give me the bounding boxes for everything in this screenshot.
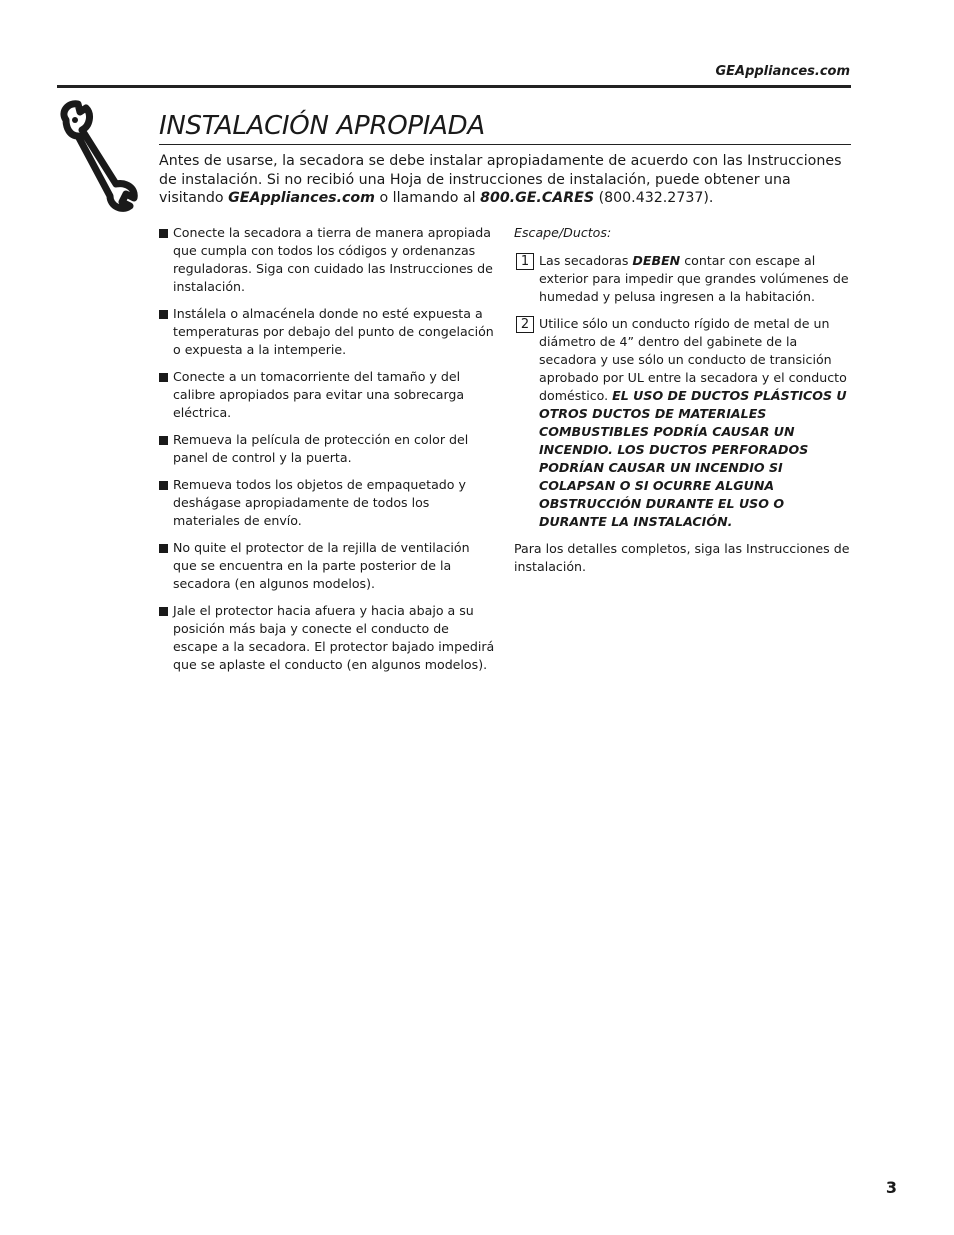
square-bullet-icon <box>159 373 168 382</box>
square-bullet-icon <box>159 229 168 238</box>
list-item: Instálela o almacénela donde no esté expuesta a temperaturas por debajo del punto de congelación o expuesta a la intemperie. <box>159 305 495 359</box>
list-item: Conecte la secadora a tierra de manera apropiada que cumpla con todos los códigos y ordenanzas reguladoras. Siga con cuidado las Instrucciones de instalación. <box>159 224 495 296</box>
closing-note: Para los detalles completos, siga las Instrucciones de instalación. <box>514 541 850 574</box>
square-bullet-icon <box>159 310 168 319</box>
exhaust-step-2: 2 Utilice sólo un conducto rígido de metal de un diámetro de 4” dentro del gabinete de la secadora y use sólo un conducto de transición aprobado por UL entre la secadora y el conducto doméstico. EL USO DE DUCTOS PLÁSTICOS U OTROS DUCTOS DE MATERIALES COMBUSTIBLES PODRÍA CAUSAR UN INCENDIO. LOS DUCTOS PERFORADOS PODRÍAN CAUSAR UN INCENDIO SI COLAPSAN O SI OCURRE ALGUNA OBSTRUCCIÓN DURANTE EL USO O DURANTE LA INSTALACIÓN. <box>514 315 852 531</box>
section-title: INSTALACIÓN APROPIADA <box>159 111 485 141</box>
site-url: GEAppliances.com <box>715 64 850 79</box>
phone-number: 800.GE.CARES <box>480 190 595 206</box>
installation-bullets <box>159 224 495 683</box>
square-bullet-icon <box>159 436 168 445</box>
website-link[interactable]: GEAppliances.com <box>228 190 375 206</box>
exhaust-heading: Escape/Ductos: <box>514 225 612 240</box>
square-bullet-icon <box>159 481 168 490</box>
page-number: 3 <box>885 1178 897 1197</box>
list-item: Conecte a un tomacorriente del tamaño y del calibre apropiados para evitar una sobrecarga eléctrica. <box>159 368 495 422</box>
square-bullet-icon <box>159 607 168 616</box>
intro-text: (800.432.2737). <box>594 190 714 206</box>
list-item: Jale el protector hacia afuera y hacia abajo a su posición más baja y conecte el conducto de escape a la secadora. El protector bajado impedirá que se aplaste el conducto (en algunos modelos). <box>159 602 495 674</box>
top-rule <box>57 85 851 88</box>
list-item: Remueva la película de protección en color del panel de control y la puerta. <box>159 431 495 467</box>
exhaust-section <box>514 224 852 576</box>
wrench-icon <box>56 100 146 212</box>
title-rule <box>159 144 851 145</box>
exhaust-step-1: 1 Las secadoras DEBEN contar con escape al exterior para impedir que grandes volúmenes de humedad y pelusa ingresen a la habitación. <box>514 252 852 306</box>
list-item: Remueva todos los objetos de empaquetado y deshágase apropiadamente de todos los materiales de envío. <box>159 476 495 530</box>
list-item: No quite el protector de la rejilla de ventilación que se encuentra en la parte posterior de la secadora (en algunos modelos). <box>159 539 495 593</box>
intro-paragraph <box>159 152 849 208</box>
intro-text: Antes de usarse, la secadora se debe instalar apropiadamente de acuerdo con las Instrucciones de instalación. Si no recibió una Hoja de instrucciones de instalación, puede obtener una visitando <box>159 153 842 206</box>
step-number: 2 <box>516 316 534 333</box>
fire-warning: EL USO DE DUCTOS PLÁSTICOS U OTROS DUCTOS DE MATERIALES COMBUSTIBLES PODRÍA CAUSAR UN INCENDIO. LOS DUCTOS PERFORADOS PODRÍAN CAUSAR UN INCENDIO SI COLAPSAN O SI OCURRE ALGUNA OBSTRUCCIÓN DURANTE EL USO O DURANTE LA INSTALACIÓN. <box>539 388 847 529</box>
square-bullet-icon <box>159 544 168 553</box>
intro-text: o llamando al <box>374 190 481 206</box>
step-number: 1 <box>516 253 534 270</box>
